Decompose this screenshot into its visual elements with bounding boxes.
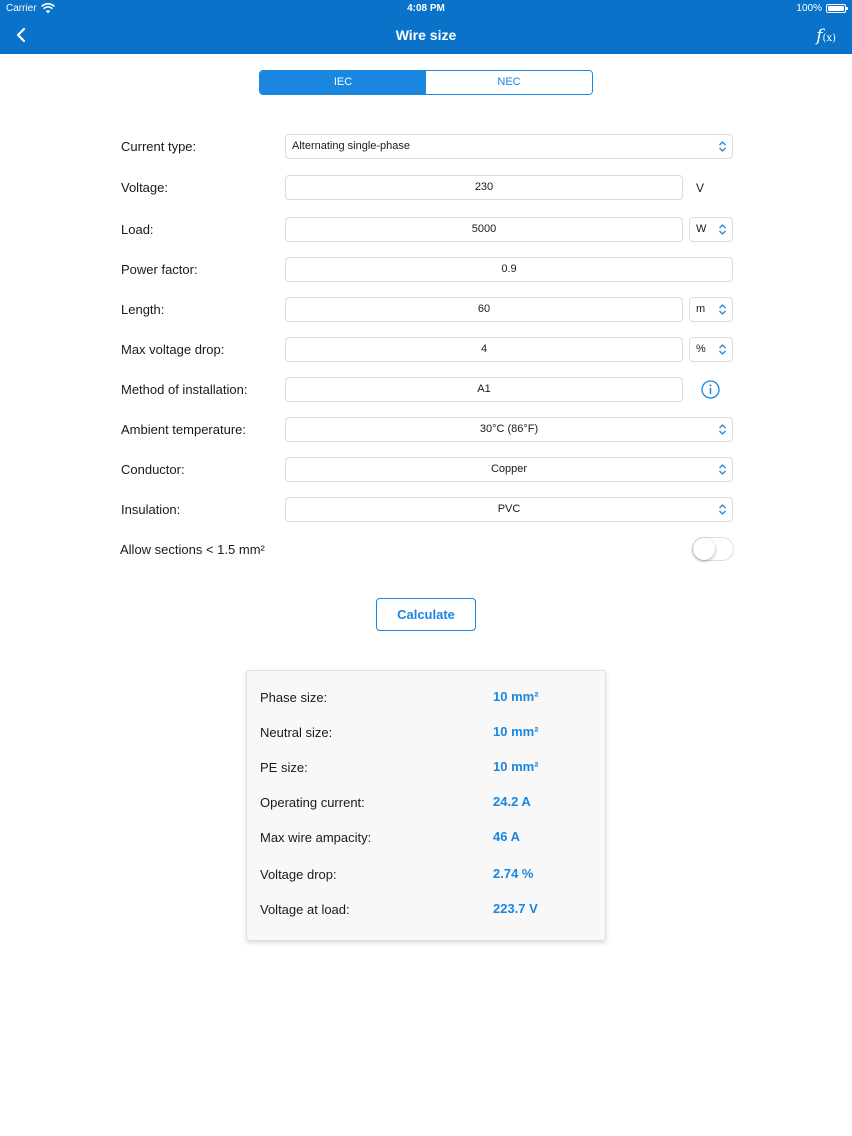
status-bar	[0, 0, 852, 18]
load-unit: W	[696, 223, 707, 235]
battery-percentage: 100%	[796, 3, 822, 14]
conductor-value: Copper	[490, 463, 528, 475]
current-type-label: Current type:	[121, 139, 197, 154]
ambient-temperature-select[interactable]	[285, 417, 733, 442]
allow-sections-label: Allow sections < 1.5 mm²	[120, 542, 265, 557]
max-wire-ampacity-value: 46 A	[493, 829, 520, 844]
chevron-up-down-icon	[718, 343, 727, 356]
power-factor-value: 0.9	[501, 263, 517, 275]
operating-current-label: Operating current:	[260, 795, 365, 810]
length-input[interactable]	[285, 297, 683, 322]
voltage-unit: V	[696, 181, 705, 195]
tab-nec[interactable]: NEC	[426, 71, 592, 94]
carrier-label: Carrier	[6, 3, 37, 14]
method-of-installation-label: Method of installation:	[121, 382, 248, 397]
max-voltage-drop-unit-select[interactable]	[689, 337, 733, 362]
method-of-installation-value: A1	[477, 383, 491, 395]
max-voltage-drop-unit: %	[696, 343, 706, 355]
insulation-value: PVC	[497, 503, 521, 515]
load-value: 5000	[471, 223, 497, 235]
insulation-select[interactable]	[285, 497, 733, 522]
max-voltage-drop-input[interactable]	[285, 337, 683, 362]
chevron-up-down-icon	[718, 303, 727, 316]
chevron-up-down-icon	[718, 463, 727, 476]
standard-segmented-control	[259, 70, 593, 95]
formula-icon-f: f	[816, 26, 823, 46]
length-value: 60	[477, 303, 491, 315]
length-unit: m	[696, 303, 706, 315]
chevron-up-down-icon	[718, 223, 727, 236]
power-factor-input[interactable]	[285, 257, 733, 282]
voltage-input[interactable]	[285, 175, 683, 200]
navigation-bar	[0, 0, 852, 54]
max-voltage-drop-value: 4	[480, 343, 488, 355]
operating-current-value: 24.2 A	[493, 794, 531, 809]
chevron-up-down-icon	[718, 140, 727, 153]
page-title: Wire size	[395, 27, 457, 43]
method-of-installation-input[interactable]	[285, 377, 683, 402]
tab-iec[interactable]: IEC	[260, 71, 426, 94]
max-voltage-drop-label: Max voltage drop:	[121, 342, 225, 357]
chevron-up-down-icon	[718, 423, 727, 436]
pe-size-label: PE size:	[260, 760, 308, 775]
conductor-select[interactable]	[285, 457, 733, 482]
voltage-drop-label: Voltage drop:	[260, 867, 337, 882]
phase-size-label: Phase size:	[260, 690, 328, 705]
insulation-label: Insulation:	[121, 502, 181, 517]
calculate-button[interactable]: Calculate	[376, 598, 476, 631]
formula-icon-x: (x)	[822, 33, 836, 44]
load-unit-select[interactable]	[689, 217, 733, 242]
load-input[interactable]	[285, 217, 683, 242]
neutral-size-value: 10 mm²	[493, 724, 539, 739]
current-type-select[interactable]	[285, 134, 733, 159]
load-label: Load:	[121, 222, 154, 237]
current-type-value: Alternating single-phase	[292, 140, 411, 152]
ambient-temperature-value: 30°C (86°F)	[479, 423, 539, 435]
ambient-temperature-label: Ambient temperature:	[121, 422, 247, 437]
voltage-at-load-value: 223.7 V	[493, 901, 538, 916]
pe-size-value: 10 mm²	[493, 759, 539, 774]
voltage-label: Voltage:	[121, 180, 168, 195]
conductor-label: Conductor:	[121, 462, 185, 477]
power-factor-label: Power factor:	[121, 262, 198, 277]
voltage-at-load-label: Voltage at load:	[260, 902, 350, 917]
formula-button[interactable]	[816, 26, 836, 46]
info-icon[interactable]	[701, 380, 720, 399]
battery-icon	[826, 4, 846, 13]
voltage-value: 230	[474, 181, 494, 193]
allow-sections-toggle[interactable]	[692, 537, 734, 561]
phase-size-value: 10 mm²	[493, 689, 539, 704]
length-label: Length:	[121, 302, 165, 317]
chevron-up-down-icon	[718, 503, 727, 516]
results-panel	[246, 670, 606, 941]
clock-label: 4:08 PM	[407, 3, 445, 14]
neutral-size-label: Neutral size:	[260, 725, 333, 740]
voltage-drop-value: 2.74 %	[493, 866, 534, 881]
length-unit-select[interactable]	[689, 297, 733, 322]
max-wire-ampacity-label: Max wire ampacity:	[260, 830, 372, 845]
toggle-knob	[693, 538, 715, 560]
